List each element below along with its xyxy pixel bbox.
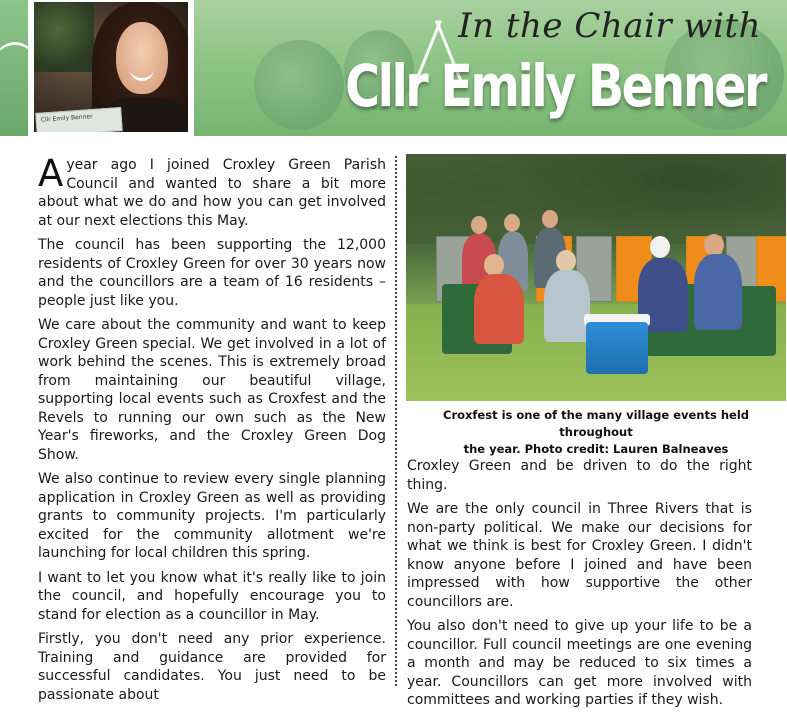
article-paragraph: We are the only council in Three Rivers that is non-party political. We make our decisions for what we think is best for Croxley Green. I didn't know anyone before I joined and have been impressed with how supportive the other councillors are. [407,501,752,610]
article-right-column [407,457,752,716]
portrait-background-plant [34,2,94,72]
article-paragraph: We care about the community and want to keep Croxley Green special. We get involved in a lot of work behind the scenes. This is extremely broad from maintaining our beautiful village, supporting local events such as Croxfest and the Revels to running our own such as the New Year's fireworks, and the Croxley Green Dog Show. [38,317,386,463]
photo-trees [406,154,786,244]
person-head [542,210,558,228]
croxfest-photo [406,154,786,401]
banner-subtitle: In the Chair with [458,6,761,46]
banner-tree [254,40,344,130]
councillor-portrait [32,0,190,134]
article-paragraph: I want to let you know what it's really like to join the council, and hopefully encourage you to stand for election as a councillor in May. [38,569,386,623]
article-paragraph: Firstly, you don't need any prior experience. Training and guidance are provided for successful candidates. You just need to be passionate about [38,631,386,703]
article-paragraph: You also don't need to give up your life to be a councillor. Full council meetings are one evening a month and may be reduced to six times a year. Councillors can get more involved with committees and working parties if they wish. [407,618,752,708]
photo-caption [406,407,786,458]
banner-title: Cllr Emily Benner [345,52,765,120]
person-head [484,254,504,276]
article-paragraph: We also continue to review every single planning application in Croxley Green as well as providing grants to community projects. I'm particularly excited for the community allotment we're launching for local children this spring. [38,471,386,561]
portrait-name-card: Cllr Emily Benner [35,107,122,134]
banner-left-strip [0,0,28,136]
portrait-face [116,22,168,94]
person [694,254,742,330]
person-head [504,214,520,232]
article-paragraph: The council has been supporting the 12,000 residents of Croxley Green for over 30 years now and the councillors are a team of 16 residents – people just like you. [38,237,386,309]
photo-caption-line: Croxfest is one of the many village events held throughout [443,408,749,439]
person-head [704,234,724,256]
coolbox [586,322,648,374]
column-divider [395,156,397,686]
photo-caption-line: the year. Photo credit: Lauren Balneaves [463,442,729,456]
article-left-column [38,152,386,710]
person-head [556,250,576,272]
article-paragraph: Ayear ago I joined Croxley Green Parish Council and wanted to share a bit more about what we do and how you can get involved at our next elections this May. [38,152,386,229]
article-paragraph: Croxley Green and be driven to do the right thing. [407,458,752,493]
person [474,274,524,344]
person-head [471,216,487,234]
person [544,270,590,342]
person-head [650,236,670,258]
